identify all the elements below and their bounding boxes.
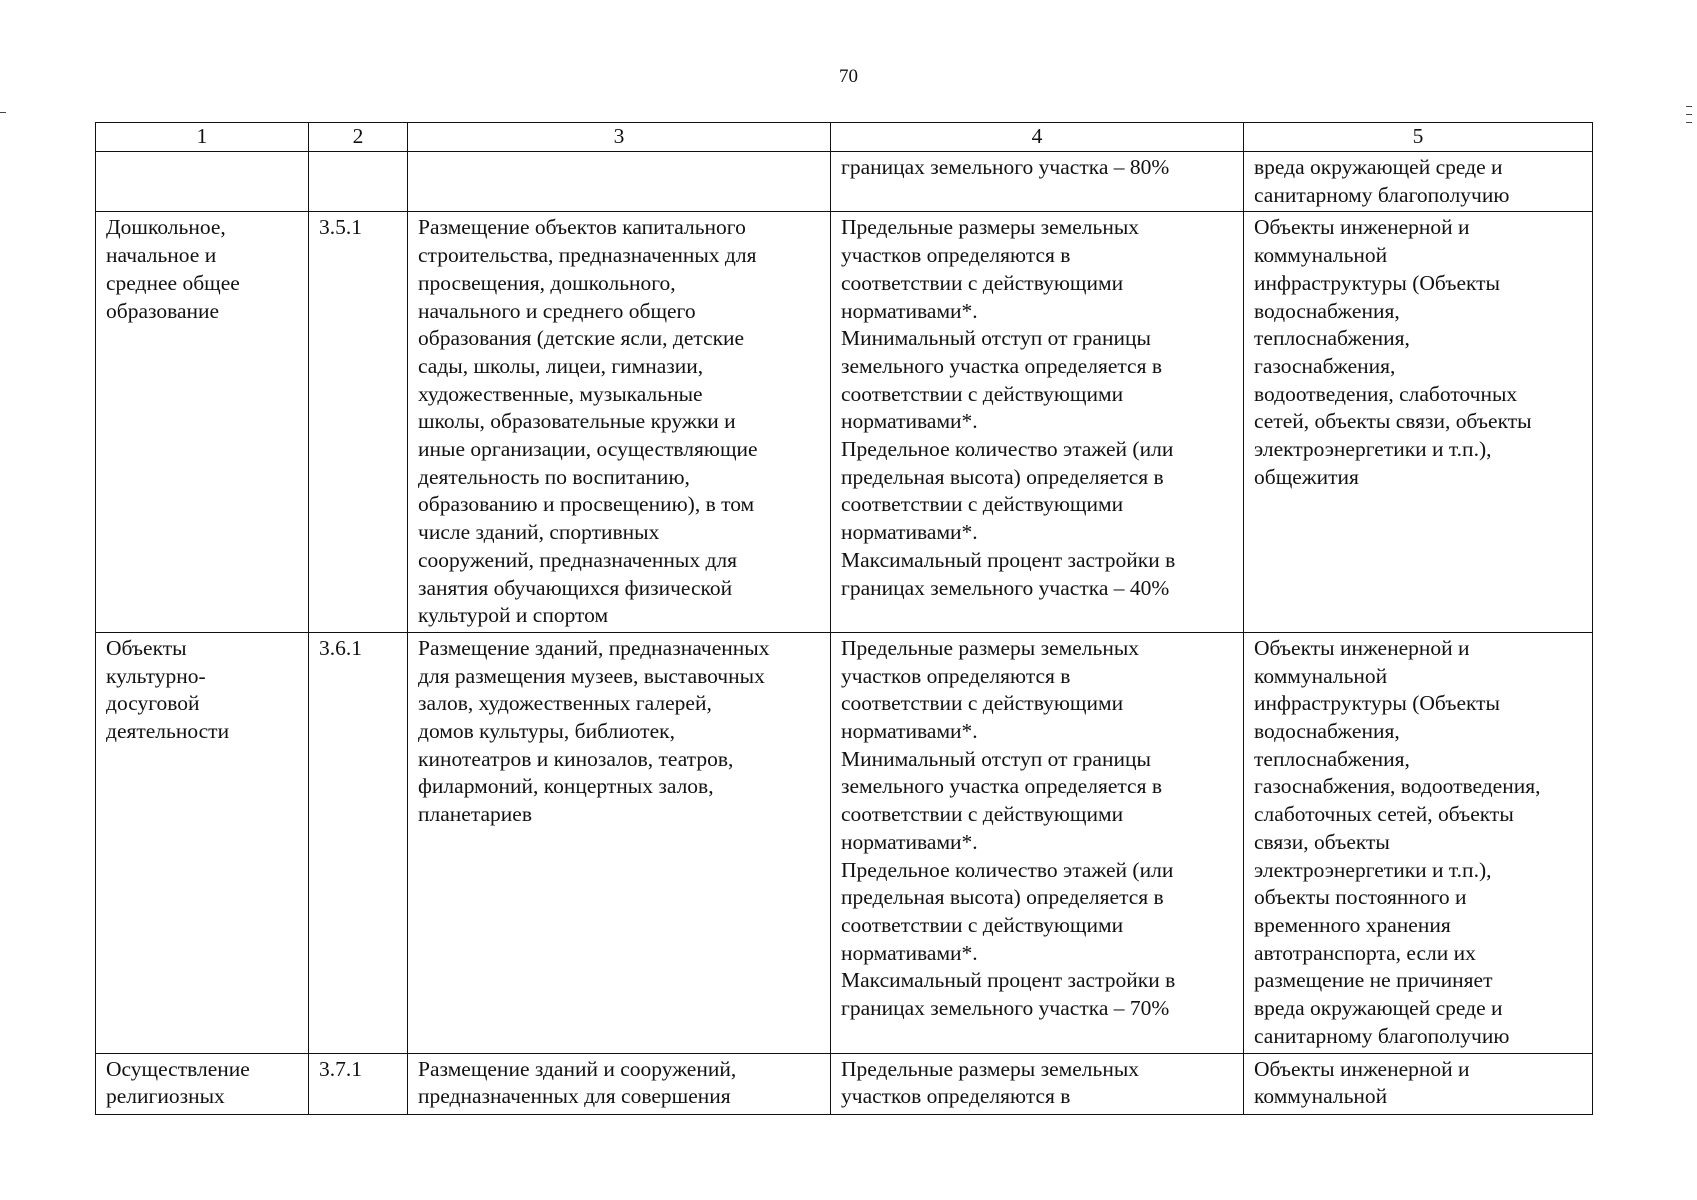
- use-description-cell: [408, 212, 831, 633]
- text-line: теплоснабжения,: [1254, 326, 1410, 351]
- text-line: коммунальной: [1254, 663, 1388, 688]
- text-line: сетей, объекты связи, объекты: [1254, 409, 1532, 434]
- text-line: образования (детские ясли, детские: [418, 326, 745, 351]
- page-number: 70: [839, 66, 858, 87]
- text-line: Предельные размеры земельных: [841, 635, 1140, 660]
- parameters-cell: [831, 1053, 1244, 1114]
- text-line: соответствии с действующими: [841, 912, 1124, 937]
- text-line: электроэнергетики и т.п.),: [1254, 437, 1492, 462]
- text-line: залов, художественных галерей,: [418, 691, 712, 716]
- use-description-cell: [408, 152, 831, 212]
- text-line: Максимальный процент застройки в: [841, 968, 1176, 993]
- column-number-1: 1: [96, 123, 309, 152]
- text-line: Предельное количество этажей (или: [841, 857, 1174, 882]
- text-line: земельного участка определяется в: [841, 353, 1162, 378]
- text-line: предельная высота) определяется в: [841, 885, 1164, 910]
- text-line: участков определяются в: [841, 243, 1071, 268]
- margin-tick: [0, 112, 6, 113]
- margin-tick: [1686, 106, 1692, 107]
- column-number-5: 5: [1244, 123, 1593, 152]
- text-line: образование: [106, 298, 220, 323]
- text-line: нормативами*.: [841, 298, 978, 323]
- margin-tick: [1686, 122, 1692, 123]
- table-row: [96, 152, 1593, 212]
- text-line: кинотеатров и кинозалов, театров,: [418, 746, 734, 771]
- text-line: соответствии с действующими: [841, 381, 1124, 406]
- text-line: школы, образовательные кружки и: [418, 409, 736, 434]
- use-code-cell: 3.6.1: [309, 632, 408, 1053]
- text-line: культурно-: [106, 663, 206, 688]
- text-line: занятия обучающихся физической: [418, 575, 733, 600]
- text-line: нормативами*.: [841, 940, 978, 965]
- text-line: просвещения, дошкольного,: [418, 270, 676, 295]
- table-row: [96, 632, 1593, 1053]
- text-line: автотранспорта, если их: [1254, 940, 1476, 965]
- text-line: теплоснабжения,: [1254, 746, 1410, 771]
- auxiliary-uses-cell: [1244, 152, 1593, 212]
- text-line: нормативами*.: [841, 829, 978, 854]
- text-line: досуговой: [106, 691, 200, 716]
- text-line: Объекты инженерной и: [1254, 635, 1470, 660]
- table-row: [96, 212, 1593, 633]
- text-line: Размещение зданий, предназначенных: [418, 635, 770, 660]
- text-line: размещение не причиняет: [1254, 968, 1493, 993]
- text-line: деятельность по воспитанию,: [418, 464, 690, 489]
- permitted-use-table: [95, 122, 1593, 1115]
- text-line: Минимальный отступ от границы: [841, 326, 1151, 351]
- text-line: Размещение зданий и сооружений,: [418, 1056, 737, 1081]
- text-line: Предельное количество этажей (или: [841, 437, 1174, 462]
- text-line: водоснабжения,: [1254, 298, 1400, 323]
- text-line: коммунальной: [1254, 1084, 1388, 1109]
- text-line: участков определяются в: [841, 663, 1071, 688]
- text-line: Размещение объектов капитального: [418, 215, 746, 240]
- text-line: связи, объекты: [1254, 829, 1390, 854]
- text-line: общежития: [1254, 464, 1359, 489]
- margin-tick: [1686, 114, 1692, 115]
- text-line: художественные, музыкальные: [418, 381, 703, 406]
- text-line: Дошкольное,: [106, 215, 226, 240]
- text-line: границах земельного участка – 40%: [841, 575, 1170, 600]
- use-code-cell: 3.5.1: [309, 212, 408, 633]
- text-line: соответствии с действующими: [841, 691, 1124, 716]
- parameters-cell: [831, 212, 1244, 633]
- text-line: Предельные размеры земельных: [841, 215, 1140, 240]
- text-line: инфраструктуры (Объекты: [1254, 270, 1501, 295]
- parameters-cell: [831, 152, 1244, 212]
- text-line: иные организации, осуществляющие: [418, 437, 758, 462]
- text-line: религиозных: [106, 1084, 225, 1109]
- text-line: соответствии с действующими: [841, 492, 1124, 517]
- text-line: Предельные размеры земельных: [841, 1056, 1140, 1081]
- text-line: деятельности: [106, 719, 230, 744]
- auxiliary-uses-cell: [1244, 632, 1593, 1053]
- text-line: строительства, предназначенных для: [418, 243, 757, 268]
- text-line: нормативами*.: [841, 520, 978, 545]
- text-line: газоснабжения, водоотведения,: [1254, 774, 1541, 799]
- parameters-cell: [831, 632, 1244, 1053]
- text-line: газоснабжения,: [1254, 353, 1396, 378]
- text-line: предельная высота) определяется в: [841, 464, 1164, 489]
- text-line: предназначенных для совершения: [418, 1084, 731, 1109]
- text-line: санитарному благополучию: [1254, 1023, 1510, 1048]
- text-line: начального и среднего общего: [418, 298, 696, 323]
- use-code-cell: [309, 152, 408, 212]
- text-line: соответствии с действующими: [841, 270, 1124, 295]
- text-line: коммунальной: [1254, 243, 1388, 268]
- text-line: начальное и: [106, 243, 217, 268]
- use-code-cell: 3.7.1: [309, 1053, 408, 1114]
- text-line: филармоний, концертных залов,: [418, 774, 714, 799]
- table-header-row: [96, 123, 1593, 152]
- text-line: Максимальный процент застройки в: [841, 547, 1176, 572]
- text-line: слаботочных сетей, объекты: [1254, 802, 1514, 827]
- use-name-cell: [96, 152, 309, 212]
- text-line: вреда окружающей среде и: [1254, 996, 1503, 1021]
- text-line: водоснабжения,: [1254, 719, 1400, 744]
- text-line: нормативами*.: [841, 409, 978, 434]
- text-line: участков определяются в: [841, 1084, 1071, 1109]
- text-line: Объекты инженерной и: [1254, 1056, 1470, 1081]
- column-number-3: 3: [408, 123, 831, 152]
- text-line: культурой и спортом: [418, 603, 609, 628]
- use-name-cell: [96, 632, 309, 1053]
- text-line: Объекты: [106, 635, 187, 660]
- text-line: инфраструктуры (Объекты: [1254, 691, 1501, 716]
- text-line: Объекты инженерной и: [1254, 215, 1470, 240]
- use-name-cell: [96, 1053, 309, 1114]
- text-line: соответствии с действующими: [841, 802, 1124, 827]
- text-line: вреда окружающей среде и: [1254, 155, 1503, 179]
- column-number-2: 2: [309, 123, 408, 152]
- text-line: числе зданий, спортивных: [418, 520, 660, 545]
- text-line: домов культуры, библиотек,: [418, 719, 675, 744]
- text-line: объекты постоянного и: [1254, 885, 1467, 910]
- use-name-cell: [96, 212, 309, 633]
- text-line: границах земельного участка – 80%: [841, 155, 1170, 179]
- auxiliary-uses-cell: [1244, 212, 1593, 633]
- text-line: Осуществление: [106, 1056, 250, 1081]
- text-line: водоотведения, слаботочных: [1254, 381, 1518, 406]
- text-line: сооружений, предназначенных для: [418, 547, 738, 572]
- table-row: [96, 1053, 1593, 1114]
- text-line: электроэнергетики и т.п.),: [1254, 857, 1492, 882]
- text-line: границах земельного участка – 70%: [841, 996, 1170, 1021]
- text-line: нормативами*.: [841, 719, 978, 744]
- use-description-cell: [408, 1053, 831, 1114]
- auxiliary-uses-cell: [1244, 1053, 1593, 1114]
- column-number-4: 4: [831, 123, 1244, 152]
- text-line: Минимальный отступ от границы: [841, 746, 1151, 771]
- text-line: временного хранения: [1254, 912, 1451, 937]
- text-line: образованию и просвещению), в том: [418, 492, 755, 517]
- text-line: земельного участка определяется в: [841, 774, 1162, 799]
- text-line: среднее общее: [106, 270, 240, 295]
- text-line: для размещения музеев, выставочных: [418, 663, 765, 688]
- text-line: санитарному благополучию: [1254, 182, 1510, 207]
- text-line: сады, школы, лицеи, гимназии,: [418, 353, 704, 378]
- use-description-cell: [408, 632, 831, 1053]
- text-line: планетариев: [418, 802, 532, 827]
